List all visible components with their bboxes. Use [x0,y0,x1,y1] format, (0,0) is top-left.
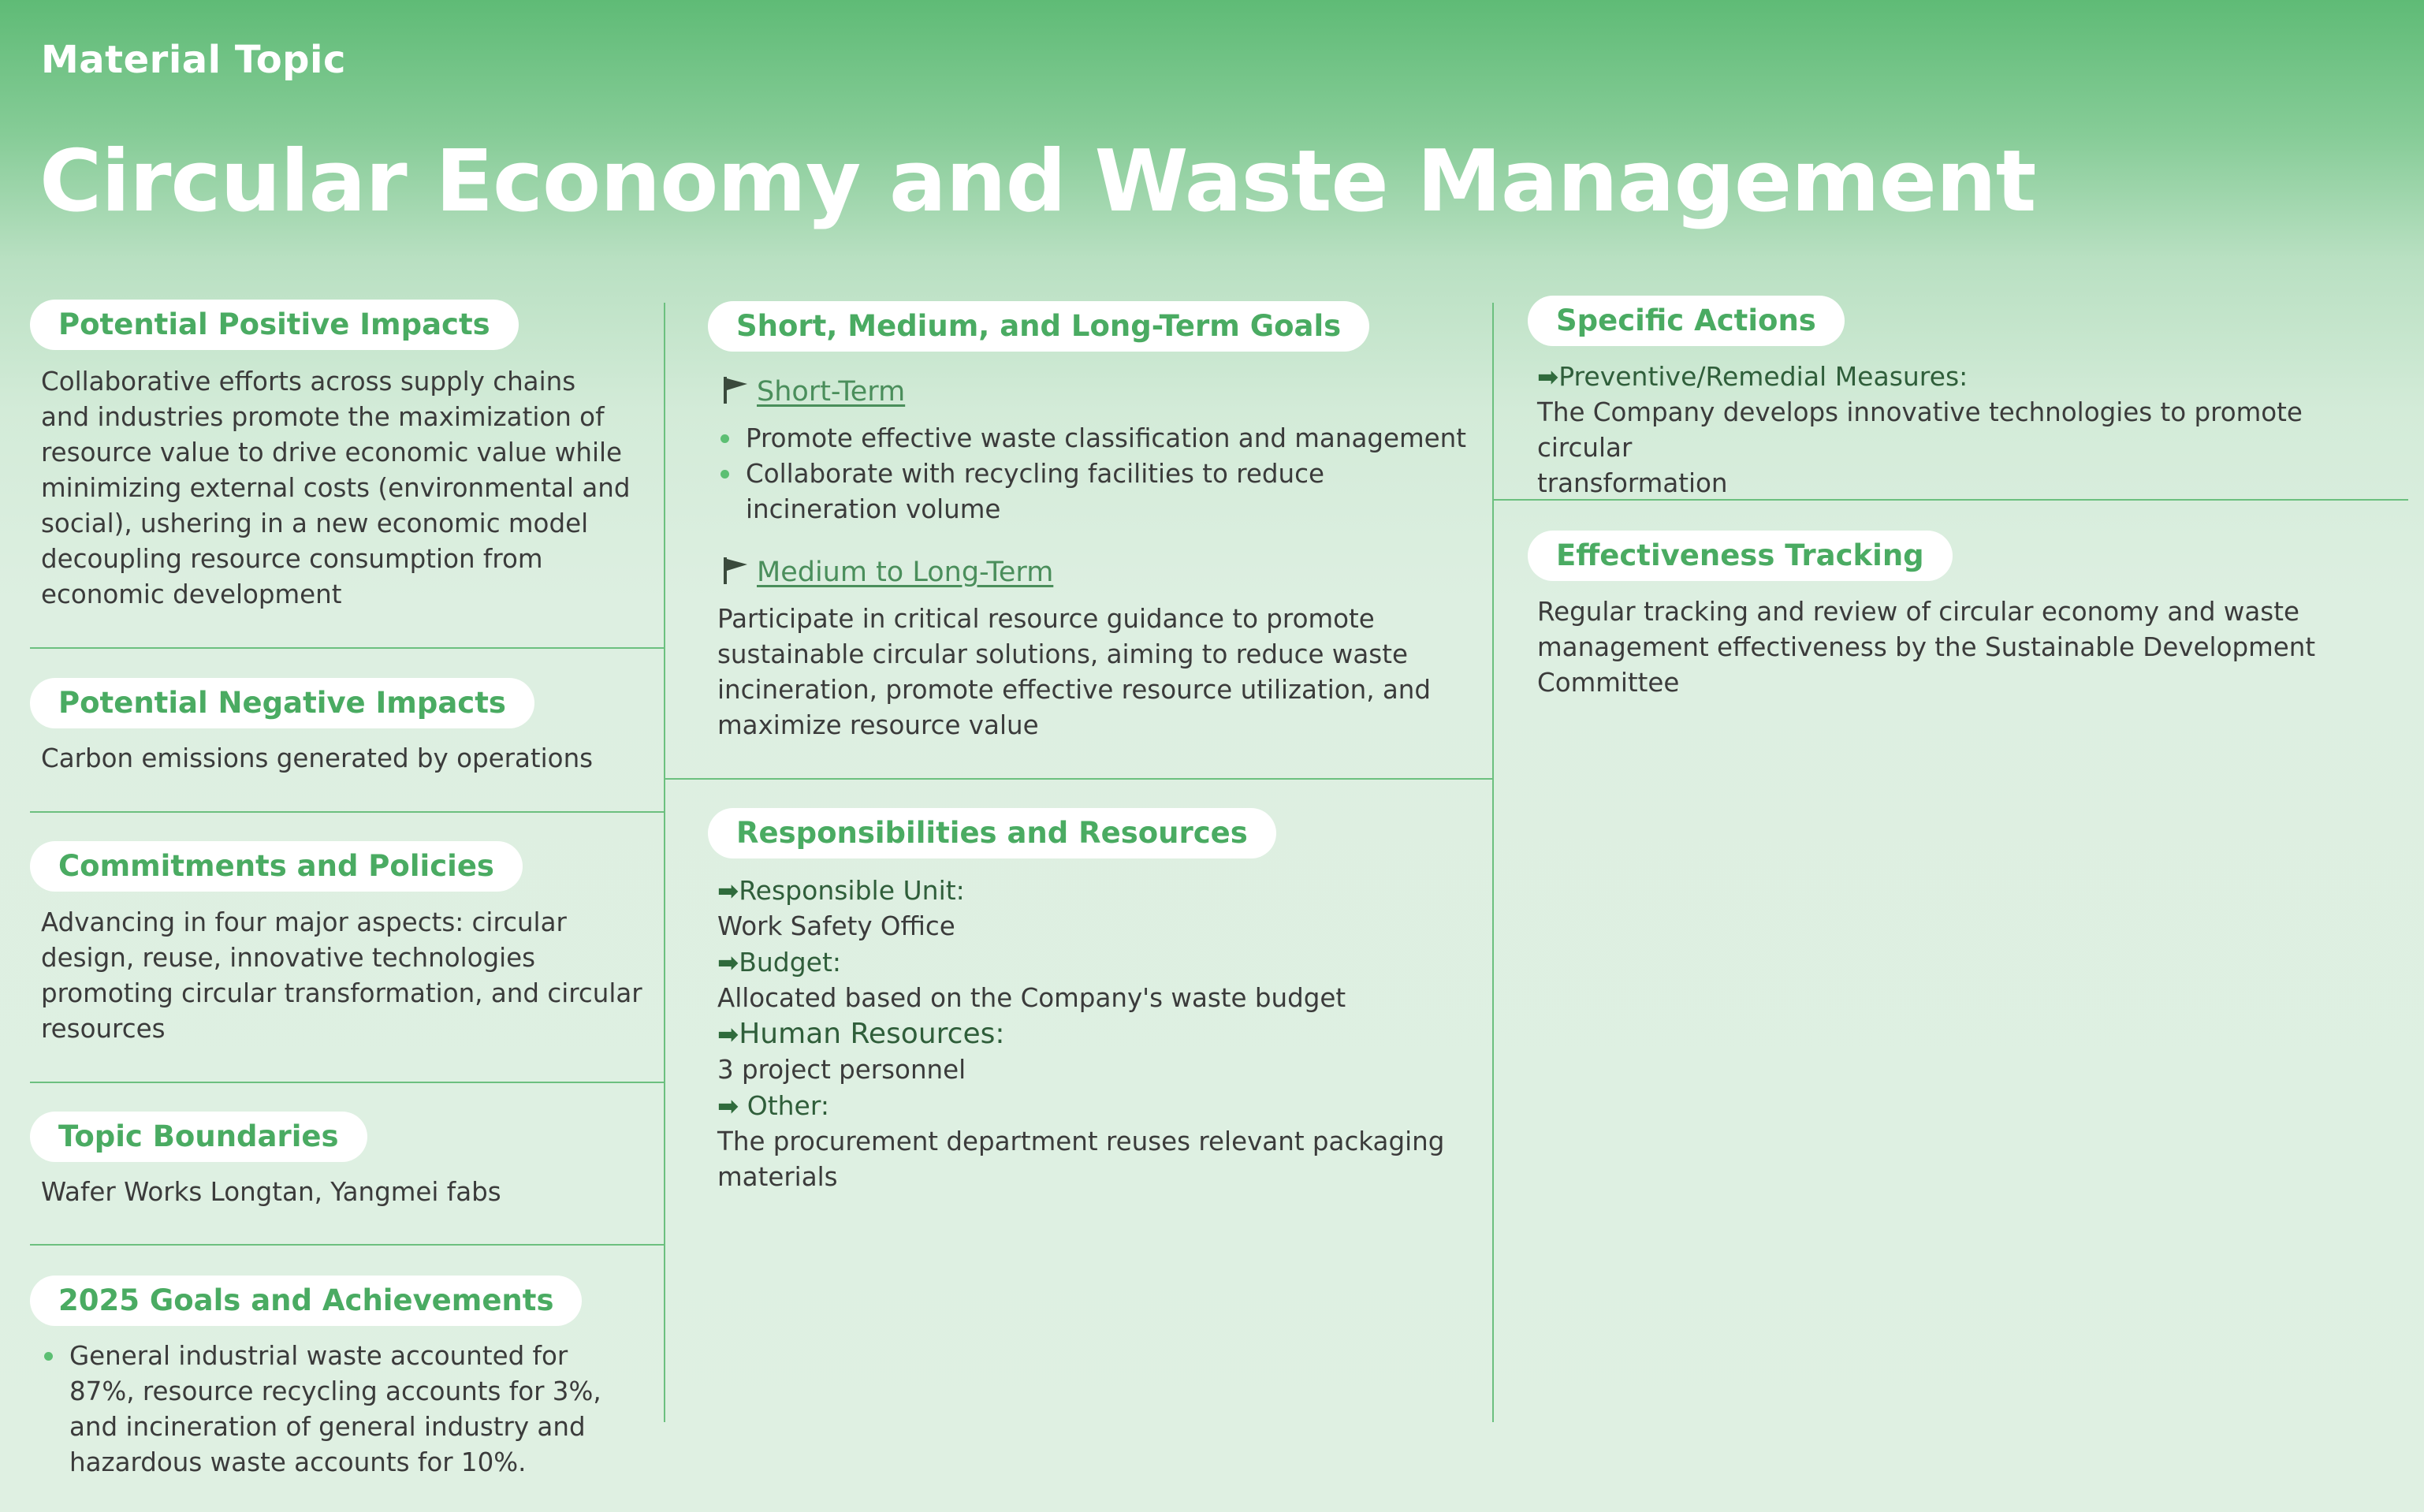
page-title: Circular Economy and Waste Management [39,132,2036,231]
flag-icon [722,375,749,408]
col2-divider [664,778,1493,780]
heading-text: Preventive/Remedial Measures: [1558,361,1968,392]
text-line: social), ushering in a new economic model [41,508,589,538]
text-line: minimizing external costs (environmental and [41,473,631,503]
topic-boundaries-text: Wafer Works Longtan, Yangmei fabs [41,1177,501,1207]
text-line: Advancing in four major aspects: circular [41,907,567,937]
text-line: resources [41,1014,166,1044]
text-line: and incineration of general industry and [69,1412,586,1442]
human-resources-value: 3 project personnel [717,1055,966,1085]
text-line: sustainable circular solutions, aiming to reduce waste [717,639,1408,669]
measures-heading [1537,359,2396,395]
text-line: promoting circular transformation, and circular [41,978,642,1008]
text-line: The procurement department reuses relevant packaging [717,1127,1445,1156]
heading-text: Responsible Unit: [739,875,965,906]
text-line: transformation [1537,468,1728,498]
negative-impacts-heading: Potential Negative Impacts [30,678,534,728]
flag-icon [722,556,749,589]
responsibilities-heading: Responsibilities and Resources [708,808,1276,858]
text-line: maximize resource value [717,710,1039,740]
column-divider-2 [1492,303,1494,1422]
other-heading [717,1088,1474,1124]
arrow-right-icon: ➡ [717,1019,739,1049]
list-item [717,456,1474,527]
topic-boundaries-heading: Topic Boundaries [30,1112,367,1162]
goals-2025-bullet [41,1339,668,1480]
arrow-right-icon: ➡ [717,948,739,978]
text-line: resource value to drive economic value while [41,438,622,467]
col1-divider-2 [30,811,664,813]
heading-text: Human Resources: [739,1018,1005,1050]
long-term-text [717,601,1474,743]
col1-divider-3 [30,1082,664,1083]
text-line: hazardous waste accounts for 10%. [69,1447,527,1477]
material-topic-label: Material Topic [41,38,346,82]
text-line: incineration volume [746,494,1001,524]
text-line: Collaborative efforts across supply chains [41,367,576,397]
arrow-right-icon: ➡ [717,876,739,906]
goals-2025-heading: 2025 Goals and Achievements [30,1276,582,1326]
effectiveness-tracking-heading: Effectiveness Tracking [1528,531,1953,581]
text-line: design, reuse, innovative technologies [41,943,536,973]
commitments-heading: Commitments and Policies [30,841,523,892]
text-line: management effectiveness by the Sustainable Development [1537,632,2316,662]
goals-heading: Short, Medium, and Long-Term Goals [708,301,1369,352]
text-line: The Company develops innovative technologies to promote circular [1537,397,2303,463]
responsibilities-text [717,873,1474,1195]
text-line: General industrial waste accounted for [69,1341,568,1371]
budget-value: Allocated based on the Company's waste budget [717,983,1346,1013]
arrow-right-icon: ➡ [717,1091,739,1121]
negative-impacts-text: Carbon emissions generated by operations [41,743,594,773]
heading-text: Other: [739,1090,829,1121]
text-line: economic development [41,579,342,609]
heading-text: Budget: [739,947,842,978]
column-divider-1 [664,303,665,1422]
col1-divider-4 [30,1244,664,1246]
budget-heading [717,944,1474,981]
text-line: 87%, resource recycling accounts for 3%, [69,1376,601,1406]
list-item: Promote effective waste classification and management [717,421,1474,456]
text-line: and industries promote the maximization of [41,402,605,432]
positive-impacts-text [41,364,656,613]
text-line: materials [717,1162,838,1192]
text-line: Regular tracking and review of circular economy and waste [1537,597,2299,627]
short-term-label: Short-Term [757,376,906,408]
arrow-right-icon: ➡ [1537,362,1559,392]
responsible-unit-value: Work Safety Office [717,911,955,941]
human-resources-heading [717,1016,1474,1052]
long-term-row [722,556,1053,589]
positive-impacts-heading: Potential Positive Impacts [30,300,519,350]
text-line: incineration, promote effective resource utilization, and [717,675,1432,705]
text-line: Committee [1537,668,1680,698]
effectiveness-tracking-text [1537,594,2396,701]
responsible-unit-heading [717,873,1474,909]
text-line: decoupling resource consumption from [41,544,543,574]
long-term-label: Medium to Long-Term [757,557,1054,588]
short-term-list [717,421,1474,527]
specific-actions-text [1537,359,2396,501]
col1-divider-1 [30,647,664,649]
commitments-text [41,905,656,1047]
text-line: Collaborate with recycling facilities to reduce [746,459,1324,489]
short-term-row [722,375,905,408]
specific-actions-heading: Specific Actions [1528,296,1845,346]
text-line: Participate in critical resource guidance to promote [717,604,1375,634]
